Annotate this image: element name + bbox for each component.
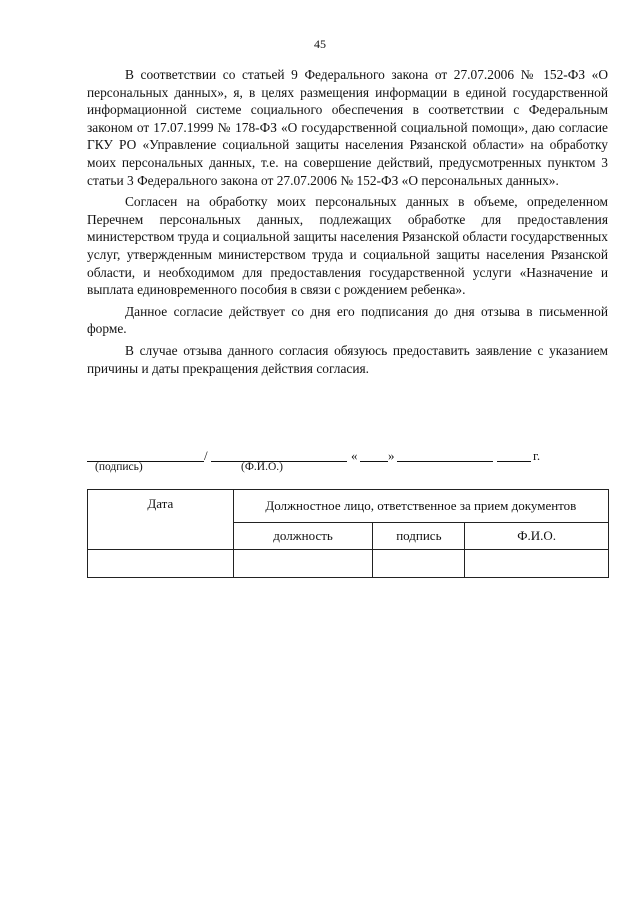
acceptance-table (87, 489, 609, 578)
table-row (88, 550, 609, 578)
day-close-quote: » (388, 448, 395, 463)
month-blank (397, 461, 493, 462)
paragraph-scope: Согласен на обработку моих персональных данных в объеме, определенном Перечнем персональных данных, подлежащих обработке для предоставления министерством труда и социальной защиты населения Рязанской области государственных услуг, утвержденным министерством труда и социальной защиты населения Рязанской области, и необходимом для предоставления государственной услуги «Назначение и выплата единовременного пособия в связи с рождением ребенка». (87, 194, 608, 298)
date-header: Дата (88, 490, 234, 550)
label-signature: (подпись) (95, 461, 143, 473)
page-number: 45 (314, 37, 326, 51)
label-full-name: (Ф.И.О.) (241, 461, 283, 473)
day-open-quote: « (351, 448, 358, 463)
signature-cell-empty[interactable] (373, 550, 465, 578)
position-header: должность (233, 523, 373, 550)
paragraph-revocation: В случае отзыва данного согласия обязуюсь предоставить заявление с указанием причины и даты прекращения действия согласия. (87, 342, 608, 376)
date-cell-empty[interactable] (88, 550, 234, 578)
fio-cell-empty[interactable] (465, 550, 609, 578)
fio-header: Ф.И.О. (465, 523, 609, 550)
signature-header: подпись (373, 523, 465, 550)
table-header-row (88, 490, 609, 523)
paragraph-validity: Данное согласие действует со дня его подписания до дня отзыва в письменной форме. (87, 303, 608, 337)
signature-labels (87, 461, 387, 477)
paragraph-legal-basis: В соответствии со статьей 9 Федерального закона от 27.07.2006 № 152-ФЗ «О персональных данных», я, в целях размещения информации в единой государственной информационной системе социального обеспечения в соответствии с Федеральным законом от 17.07.1999 № 178-ФЗ «О государственной социальной помощи», даю согласие ГКУ РО «Управление социальной защиты населения Рязанской области» на обработку моих персональных данных, т.е. на совершение действий, предусмотренных пунктом 3 статьи 3 Федерального закона от 27.07.2006 № 152-ФЗ «О персональных данных». (87, 67, 608, 188)
year-suffix: г. (533, 448, 541, 463)
signature-slash: / (204, 448, 208, 463)
consent-text (87, 66, 608, 381)
year-blank (497, 461, 531, 462)
position-cell-empty[interactable] (233, 550, 373, 578)
official-header: Должностное лицо, ответственное за прием документов (233, 490, 608, 523)
